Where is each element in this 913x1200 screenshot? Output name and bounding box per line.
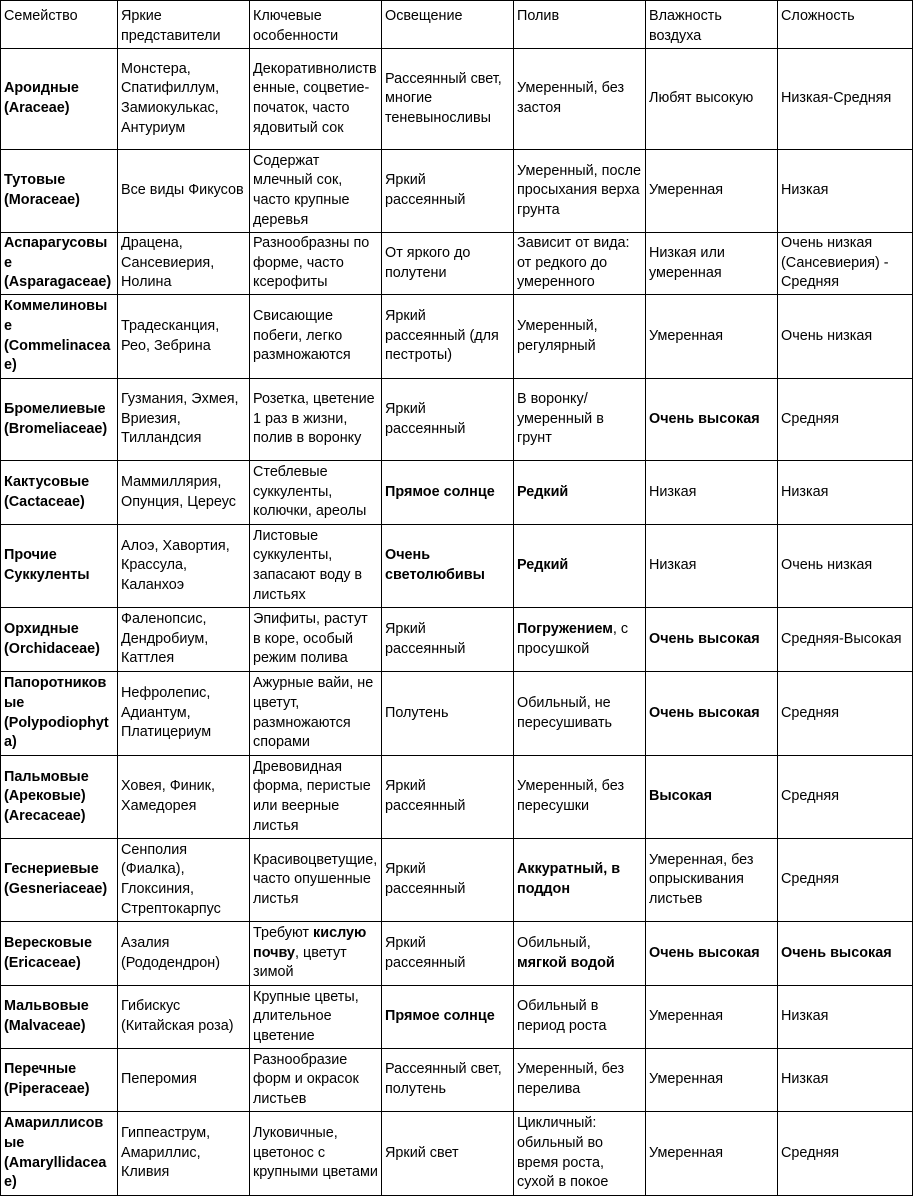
watering-cell: Обильный в период роста <box>514 986 646 1049</box>
humidity-cell: Очень высокая <box>646 608 778 672</box>
representatives-cell: Маммиллярия, Опунция, Цереус <box>118 461 250 525</box>
watering-cell: Обильный, не пересушивать <box>514 672 646 756</box>
light-cell: Яркий рассеянный <box>382 150 514 233</box>
features-cell: Декоративнолиственные, соцветие-початок, часто ядовитый сок <box>250 49 382 150</box>
difficulty-cell: Низкая <box>778 461 913 525</box>
light-cell: От яркого до полутени <box>382 233 514 295</box>
representatives-cell: Монстера, Спатифиллум, Замиокулькас, Антуриум <box>118 49 250 150</box>
watering-pre: Обильный, <box>517 934 591 951</box>
difficulty-cell: Средняя <box>778 1112 913 1196</box>
difficulty-cell: Очень низкая <box>778 525 913 608</box>
representatives-cell: Гузмания, Эхмея, Вриезия, Тилландсия <box>118 379 250 461</box>
family-cell: Прочие Суккуленты <box>1 525 118 608</box>
representatives-cell: Традесканция, Рео, Зебрина <box>118 295 250 379</box>
watering-cell: Редкий <box>514 525 646 608</box>
difficulty-cell: Очень низкая (Сансевиерия) - Средняя <box>778 233 913 295</box>
watering-bold: Погружением <box>517 620 613 637</box>
table-row <box>1 233 913 295</box>
humidity-cell: Низкая <box>646 461 778 525</box>
family-cell: Бромелиевые (Bromeliaceae) <box>1 379 118 461</box>
table-row <box>1 1049 913 1112</box>
difficulty-cell: Очень высокая <box>778 922 913 986</box>
watering-cell: В воронку/умеренный в грунт <box>514 379 646 461</box>
features-post: , цветут зимой <box>253 944 347 981</box>
watering-cell: Умеренный, без застоя <box>514 49 646 150</box>
representatives-cell: Алоэ, Хавортия, Крассула, Каланхоэ <box>118 525 250 608</box>
header-row <box>1 1 913 49</box>
family-cell: Папоротниковые (Polypodiophyta) <box>1 672 118 756</box>
table-row <box>1 525 913 608</box>
watering-bold: мягкой водой <box>517 954 615 971</box>
features-cell: Разнообразны по форме, часто ксерофиты <box>250 233 382 295</box>
difficulty-cell: Средняя <box>778 756 913 839</box>
light-cell: Яркий рассеянный <box>382 756 514 839</box>
table-row <box>1 379 913 461</box>
difficulty-cell: Низкая <box>778 1049 913 1112</box>
light-cell: Яркий рассеянный <box>382 922 514 986</box>
light-cell: Прямое солнце <box>382 986 514 1049</box>
family-cell: Мальвовые (Malvaceae) <box>1 986 118 1049</box>
difficulty-cell: Средняя <box>778 379 913 461</box>
header-humidity: Влажность воздуха <box>646 1 778 49</box>
representatives-cell: Ховея, Финик, Хамедорея <box>118 756 250 839</box>
difficulty-cell: Низкая-Средняя <box>778 49 913 150</box>
watering-cell: Аккуратный, в поддон <box>514 839 646 922</box>
features-cell: Красивоцветущие, часто опушенные листья <box>250 839 382 922</box>
family-cell: Орхидные (Orchidaceae) <box>1 608 118 672</box>
watering-cell: Умеренный, регулярный <box>514 295 646 379</box>
features-cell: Крупные цветы, длительное цветение <box>250 986 382 1049</box>
light-cell: Полутень <box>382 672 514 756</box>
features-cell: Ажурные вайи, не цветут, размножаются спорами <box>250 672 382 756</box>
humidity-cell: Очень высокая <box>646 672 778 756</box>
family-cell: Кактусовые (Cactaceae) <box>1 461 118 525</box>
table-row <box>1 672 913 756</box>
table-row <box>1 986 913 1049</box>
representatives-cell: Фаленопсис, Дендробиум, Каттлея <box>118 608 250 672</box>
light-cell: Яркий рассеянный <box>382 608 514 672</box>
table-row <box>1 49 913 150</box>
representatives-cell: Драцена, Сансевиерия, Нолина <box>118 233 250 295</box>
representatives-cell: Все виды Фикусов <box>118 150 250 233</box>
features-cell: Розетка, цветение 1 раз в жизни, полив в воронку <box>250 379 382 461</box>
features-cell: Листовые суккуленты, запасают воду в листьях <box>250 525 382 608</box>
difficulty-cell: Низкая <box>778 986 913 1049</box>
watering-cell: Умеренный, после просыхания верха грунта <box>514 150 646 233</box>
representatives-cell: Гибискус (Китайская роза) <box>118 986 250 1049</box>
watering-cell: Зависит от вида: от редкого до умеренного <box>514 233 646 295</box>
table-row <box>1 922 913 986</box>
family-cell: Вересковые (Ericaceae) <box>1 922 118 986</box>
representatives-cell: Азалия (Рододендрон) <box>118 922 250 986</box>
watering-cell <box>514 608 646 672</box>
header-representatives: Яркие представители <box>118 1 250 49</box>
representatives-cell: Пеперомия <box>118 1049 250 1112</box>
difficulty-cell: Очень низкая <box>778 295 913 379</box>
table-row <box>1 461 913 525</box>
family-cell: Коммелиновые (Commelinaceae) <box>1 295 118 379</box>
table-row <box>1 295 913 379</box>
family-cell: Амариллисовые (Amaryllidaceae) <box>1 1112 118 1196</box>
light-cell: Яркий рассеянный <box>382 839 514 922</box>
humidity-cell: Высокая <box>646 756 778 839</box>
header-features: Ключевые особенности <box>250 1 382 49</box>
light-cell: Яркий свет <box>382 1112 514 1196</box>
representatives-cell: Нефролепис, Адиантум, Платицериум <box>118 672 250 756</box>
humidity-cell: Очень высокая <box>646 379 778 461</box>
difficulty-cell: Средняя <box>778 839 913 922</box>
humidity-cell: Умеренная <box>646 150 778 233</box>
light-cell: Рассеянный свет, многие теневыносливы <box>382 49 514 150</box>
representatives-cell: Сенполия (Фиалка), Глоксиния, Стрептокарпус <box>118 839 250 922</box>
light-cell: Прямое солнце <box>382 461 514 525</box>
humidity-cell: Низкая <box>646 525 778 608</box>
header-family: Семейство <box>1 1 118 49</box>
humidity-cell: Умеренная <box>646 986 778 1049</box>
header-difficulty: Сложность <box>778 1 913 49</box>
features-cell: Древовидная форма, перистые или веерные листья <box>250 756 382 839</box>
family-cell: Геснериевые (Gesneriaceae) <box>1 839 118 922</box>
features-cell: Разнообразие форм и окрасок листьев <box>250 1049 382 1112</box>
watering-cell: Редкий <box>514 461 646 525</box>
family-cell: Аспарагусовые (Asparagaceae) <box>1 233 118 295</box>
table-row <box>1 839 913 922</box>
light-cell: Рассеянный свет, полутень <box>382 1049 514 1112</box>
family-cell: Пальмовые (Арековые) (Arecaceae) <box>1 756 118 839</box>
table-row <box>1 608 913 672</box>
features-cell: Стеблевые суккуленты, колючки, ареолы <box>250 461 382 525</box>
humidity-cell: Умеренная, без опрыскивания листьев <box>646 839 778 922</box>
difficulty-cell: Средняя-Высокая <box>778 608 913 672</box>
family-cell: Ароидные (Araceae) <box>1 49 118 150</box>
features-cell: Содержат млечный сок, часто крупные деревья <box>250 150 382 233</box>
features-cell: Эпифиты, растут в коре, особый режим полива <box>250 608 382 672</box>
light-cell: Очень светолюбивы <box>382 525 514 608</box>
table-row <box>1 756 913 839</box>
header-light: Освещение <box>382 1 514 49</box>
humidity-cell: Умеренная <box>646 295 778 379</box>
watering-cell: Умеренный, без пересушки <box>514 756 646 839</box>
features-pre: Требуют <box>253 925 314 942</box>
watering-cell <box>514 922 646 986</box>
light-cell: Яркий рассеянный (для пестроты) <box>382 295 514 379</box>
features-cell <box>250 922 382 986</box>
humidity-cell: Очень высокая <box>646 922 778 986</box>
features-cell: Свисающие побеги, легко размножаются <box>250 295 382 379</box>
humidity-cell: Умеренная <box>646 1049 778 1112</box>
features-cell: Луковичные, цветонос с крупными цветами <box>250 1112 382 1196</box>
humidity-cell: Низкая или умеренная <box>646 233 778 295</box>
light-cell: Яркий рассеянный <box>382 379 514 461</box>
family-cell: Перечные (Piperaceae) <box>1 1049 118 1112</box>
difficulty-cell: Средняя <box>778 672 913 756</box>
watering-rest: , с просушкой <box>517 620 629 657</box>
family-cell: Тутовые (Moraceae) <box>1 150 118 233</box>
header-watering: Полив <box>514 1 646 49</box>
watering-cell: Умеренный, без перелива <box>514 1049 646 1112</box>
humidity-cell: Умеренная <box>646 1112 778 1196</box>
difficulty-cell: Низкая <box>778 150 913 233</box>
watering-cell: Цикличный: обильный во время роста, сухой в покое <box>514 1112 646 1196</box>
representatives-cell: Гиппеаструм, Амариллис, Кливия <box>118 1112 250 1196</box>
table-row <box>1 150 913 233</box>
humidity-cell: Любят высокую <box>646 49 778 150</box>
features-bold: кислую почву <box>253 925 367 961</box>
table-row <box>1 1112 913 1196</box>
